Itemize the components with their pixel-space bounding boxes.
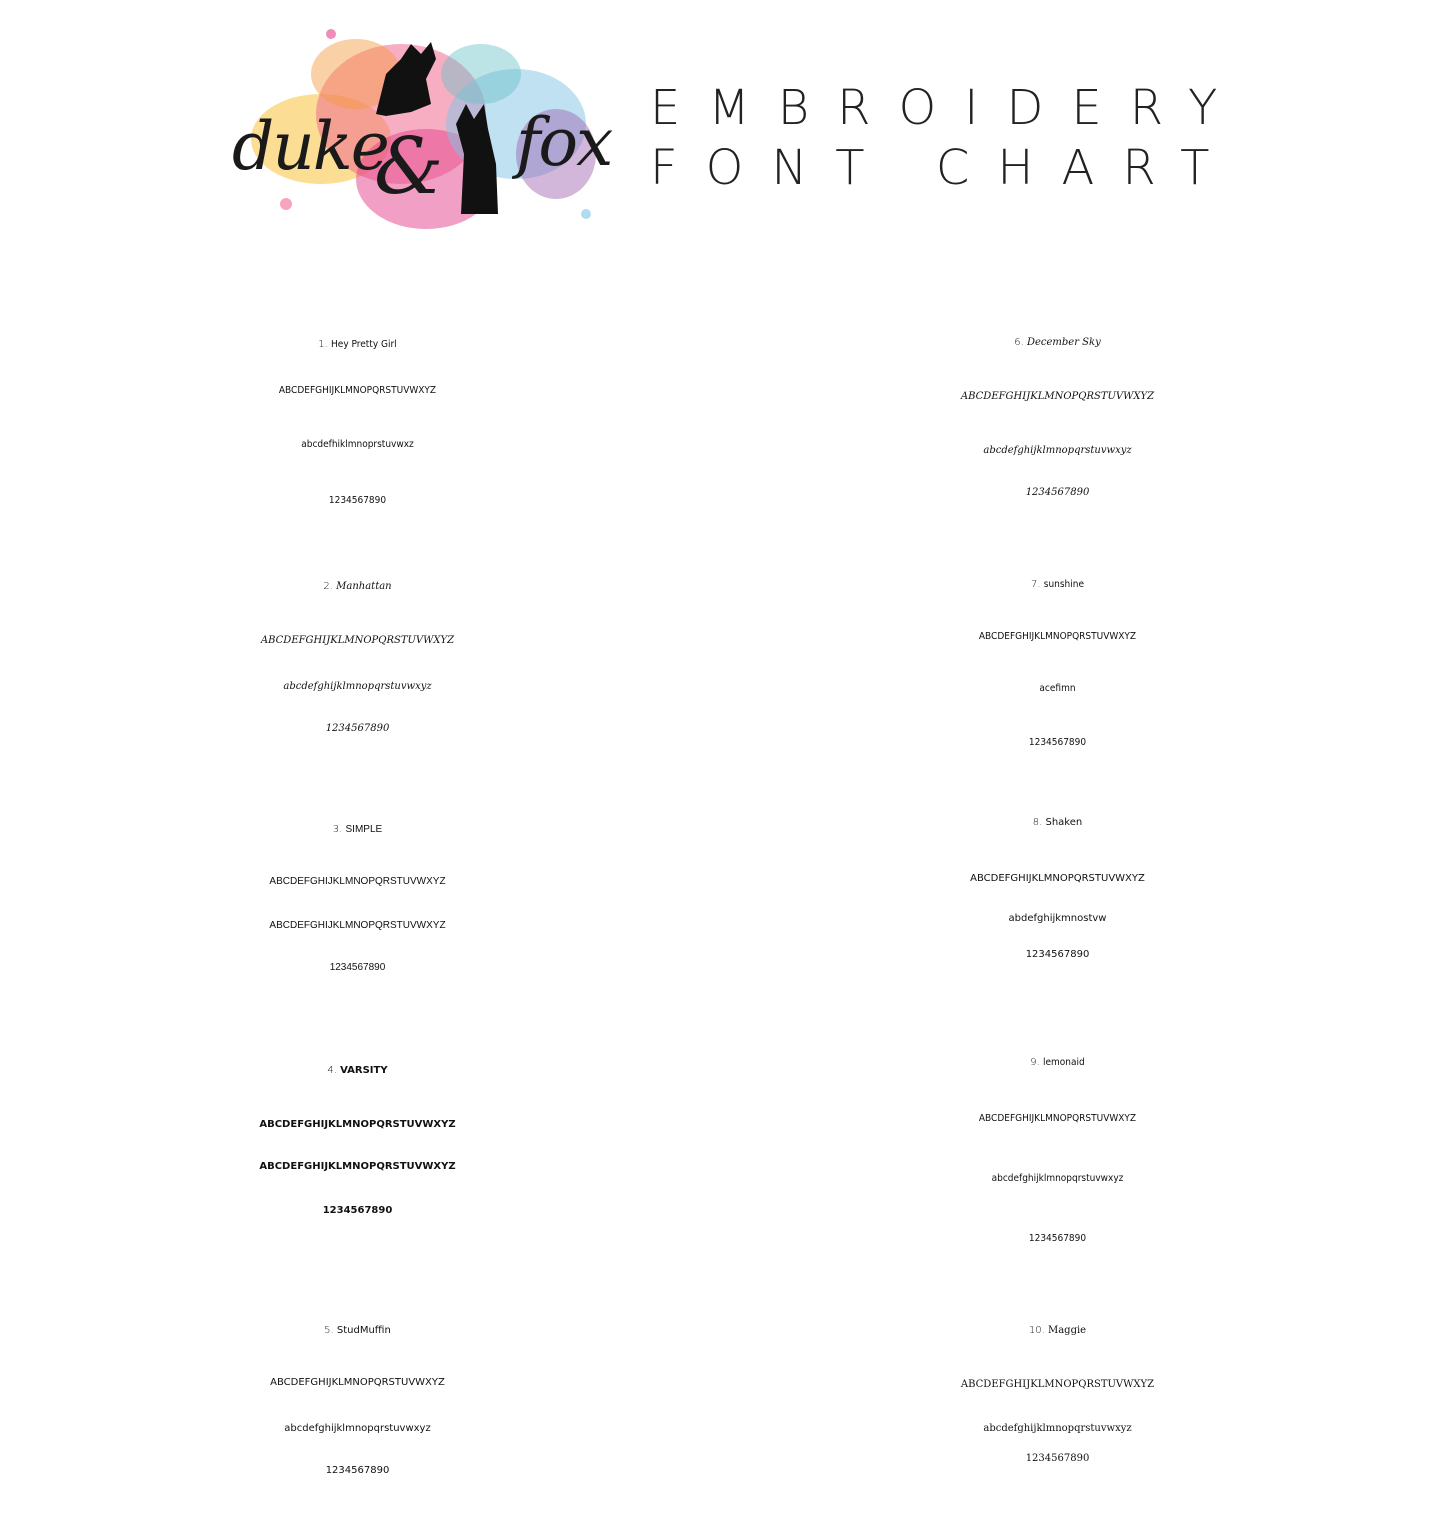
font-heading <box>700 580 1415 590</box>
logo-word-fox: fox <box>516 104 612 181</box>
font-sample-numerals: 1234567890 <box>1028 737 1087 748</box>
font-sample-row: abcdefghijklmnopqrstuvwxyz <box>283 681 432 692</box>
font-heading <box>700 1326 1415 1336</box>
font-entry-7 <box>700 580 1415 780</box>
font-sample-row: ABCDEFGHIJKLMNOPQRSTUVWXYZ <box>259 1119 456 1130</box>
font-heading <box>700 818 1415 828</box>
font-name: December Sky <box>1026 337 1101 348</box>
font-sample-row: ABCDEFGHIJKLMNOPQRSTUVWXYZ <box>978 631 1137 642</box>
font-number: 2. <box>323 581 337 592</box>
font-number: 8. <box>1032 817 1046 828</box>
font-number: 3. <box>332 824 346 835</box>
font-sample-row: ABCDEFGHIJKLMNOPQRSTUVWXYZ <box>269 920 446 931</box>
font-sample-numerals: 1234567890 <box>1025 1453 1090 1464</box>
font-sample-row: abcdefghijklmnopqrstuvwxyz <box>991 1173 1124 1184</box>
font-name: StudMuffin <box>336 1325 391 1336</box>
font-sample-numerals: 1234567890 <box>322 1205 393 1216</box>
font-sample-row: ABCDEFGHIJKLMNOPQRSTUVWXYZ <box>259 1161 456 1172</box>
font-sample-row: ABCDEFGHIJKLMNOPQRSTUVWXYZ <box>978 1113 1137 1124</box>
font-sample-row: abcdefghijklmnopqrstuvwxyz <box>284 1423 431 1434</box>
font-entry-4 <box>0 1066 715 1266</box>
font-heading <box>0 1326 715 1336</box>
font-sample-row: ABCDEFGHIJKLMNOPQRSTUVWXYZ <box>278 385 437 396</box>
font-sample-numerals: 1234567890 <box>1028 1233 1087 1244</box>
font-heading <box>700 1058 1415 1068</box>
font-number: 7. <box>1031 579 1044 590</box>
font-sample-row: abcdefhiklmnoprstuvwxz <box>301 439 414 450</box>
font-sample-row: ABCDEFGHIJKLMNOPQRSTUVWXYZ <box>270 1377 445 1388</box>
font-sample-row: ABCDEFGHIJKLMNOPQRSTUVWXYZ <box>970 873 1145 884</box>
font-name: lemonaid <box>1043 1057 1085 1068</box>
brand-logo <box>226 4 612 254</box>
font-entry-1 <box>0 340 715 540</box>
logo-word-duke: duke <box>232 108 388 185</box>
font-sample-numerals: 1234567890 <box>1025 949 1090 960</box>
font-sample-numerals: 1234567890 <box>1025 487 1090 498</box>
font-name: SIMPLE <box>345 824 383 835</box>
font-sample-row: ABCDEFGHIJKLMNOPQRSTUVWXYZ <box>960 391 1155 402</box>
font-name: sunshine <box>1043 579 1084 590</box>
font-entry-2 <box>0 582 715 782</box>
logo-ampersand: & <box>374 122 442 212</box>
font-entry-9 <box>700 1058 1415 1258</box>
font-sample-row: abcdefghijklmnopqrstuvwxyz <box>983 445 1132 456</box>
font-entry-5 <box>0 1326 715 1526</box>
font-number: 9. <box>1030 1057 1043 1068</box>
font-sample-row: ABCDEFGHIJKLMNOPQRSTUVWXYZ <box>960 1379 1155 1390</box>
page-title-line-2: FONT CHART <box>650 140 1238 196</box>
font-name: Manhattan <box>336 581 392 592</box>
font-heading <box>0 340 715 350</box>
font-heading <box>700 338 1415 348</box>
font-heading <box>0 1066 715 1076</box>
font-sample-row: ABCDEFGHIJKLMNOPQRSTUVWXYZ <box>269 876 446 887</box>
font-entry-6 <box>700 338 1415 538</box>
font-number: 1. <box>318 339 332 350</box>
font-sample-row: acefimn <box>1039 683 1076 694</box>
font-entry-8 <box>700 818 1415 1018</box>
font-entry-10 <box>700 1326 1415 1526</box>
font-entry-3 <box>0 825 715 1025</box>
page-title-line-1: EMBROIDERY <box>650 80 1246 136</box>
font-heading <box>0 825 715 835</box>
font-sample-numerals: 1234567890 <box>329 962 386 973</box>
font-name: Maggie <box>1047 1325 1087 1336</box>
font-sample-numerals: 1234567890 <box>325 1465 390 1476</box>
font-sample-numerals: 1234567890 <box>328 495 387 506</box>
font-number: 4. <box>327 1065 341 1076</box>
font-sample-row: abdefghijkmnostvw <box>1008 913 1107 924</box>
font-name: VARSITY <box>340 1065 388 1076</box>
font-sample-numerals: 1234567890 <box>325 723 390 734</box>
font-sample-row: abcdefghijklmnopqrstuvwxyz <box>983 1423 1132 1434</box>
font-number: 5. <box>324 1325 337 1336</box>
font-name: Shaken <box>1045 817 1083 828</box>
font-number: 6. <box>1014 337 1027 348</box>
font-name: Hey Pretty Girl <box>331 339 397 350</box>
font-heading <box>0 582 715 592</box>
font-number: 10. <box>1028 1325 1048 1336</box>
font-sample-row: ABCDEFGHIJKLMNOPQRSTUVWXYZ <box>260 635 455 646</box>
